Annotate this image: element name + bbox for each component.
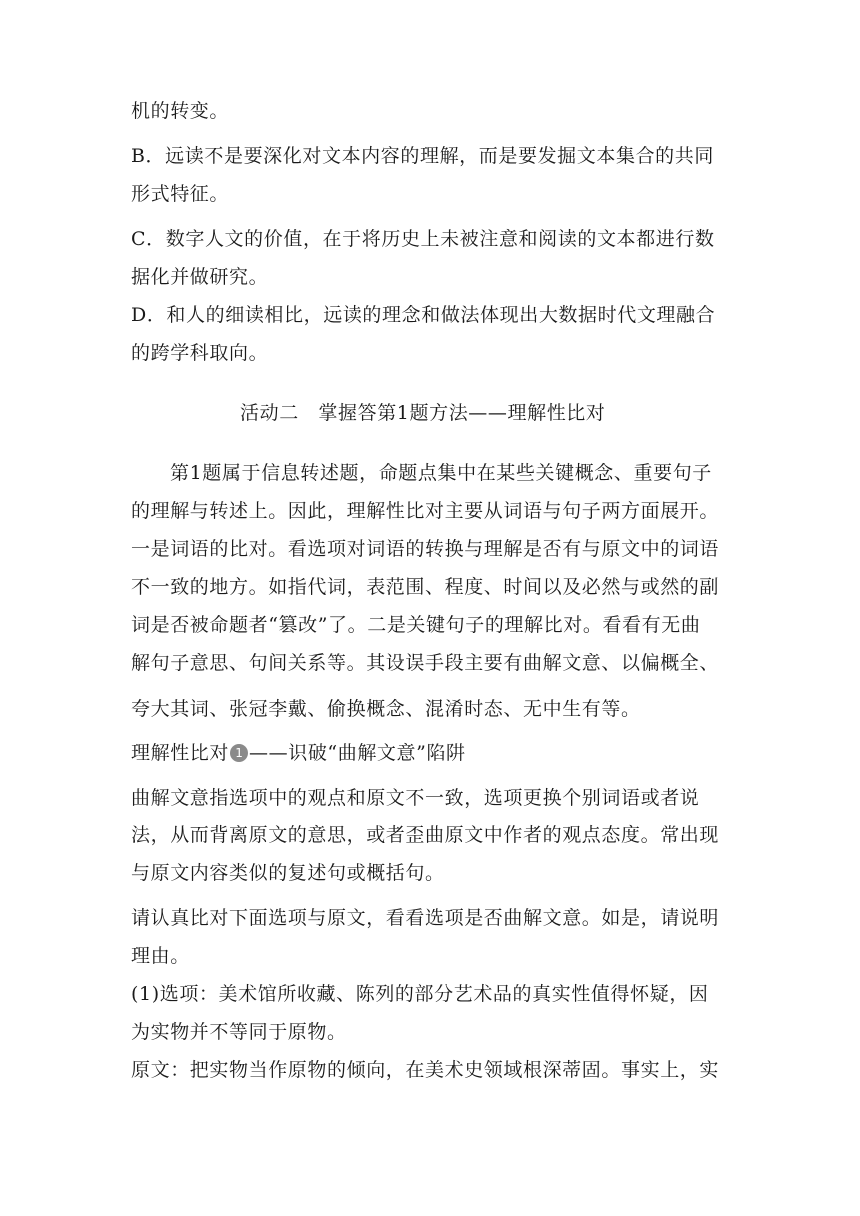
paragraph-line: 解句子意思、句间关系等。其设误手段主要有曲解文意、以偏概全、	[131, 652, 720, 674]
text-line: 形式特征。	[131, 183, 230, 205]
text-line: 的跨学科取向。	[131, 342, 269, 364]
number-one-badge-icon: 1	[230, 744, 248, 762]
option-b-line: B．远读不是要深化对文本内容的理解，而是要发掘文本集合的共同	[131, 145, 714, 167]
paragraph-line: 不一致的地方。如指代词，表范围、程度、时间以及必然与或然的副	[131, 576, 720, 598]
body-line: 与原文内容类似的复述句或概括句。	[131, 862, 445, 884]
body-line: 法，从而背离原文的意思，或者歪曲原文中作者的观点态度。常出现	[131, 824, 720, 846]
option-d-line: D．和人的细读相比，远读的理念和做法体现出大数据时代文理融合	[131, 304, 716, 326]
option-c-line: C．数字人文的价值，在于将历史上未被注意和阅读的文本都进行数	[131, 228, 715, 250]
paragraph-line: 夸大其词、张冠李戴、偷换概念、混淆时态、无中生有等。	[131, 698, 641, 720]
text-line: 机的转变。	[131, 100, 230, 122]
original-text-line: 原文：把实物当作原物的倾向，在美术史领域根深蒂固。事实上，实	[131, 1059, 720, 1081]
text-line: 据化并做研究。	[131, 266, 269, 288]
paragraph-line: 词是否被命题者“篡改”了。二是关键句子的理解比对。看看有无曲	[131, 614, 701, 636]
body-line: 曲解文意指选项中的观点和原文不一致，选项更换个别词语或者说	[131, 787, 700, 809]
subsection-title-suffix: ——识破“曲解文意”陷阱	[249, 742, 466, 764]
question-option-line: (1)选项：美术馆所收藏、陈列的部分艺术品的真实性值得怀疑，因	[131, 983, 709, 1005]
paragraph-line: 一是词语的比对。看选项对词语的转换与理解是否有与原文中的词语	[131, 538, 720, 560]
instruction-line: 理由。	[131, 945, 190, 967]
subsection-title-prefix: 理解性比对	[131, 742, 230, 764]
question-option-line: 为实物并不等同于原物。	[131, 1021, 347, 1043]
paragraph-line: 第1题属于信息转述题，命题点集中在某些关键概念、重要句子	[170, 462, 712, 484]
paragraph-line: 的理解与转述上。因此，理解性比对主要从词语与句子两方面展开。	[131, 500, 720, 522]
instruction-line: 请认真比对下面选项与原文，看看选项是否曲解文意。如是，请说明	[131, 907, 720, 929]
section-heading: 活动二 掌握答第1题方法——理解性比对	[240, 402, 606, 424]
subsection-title	[131, 740, 466, 766]
